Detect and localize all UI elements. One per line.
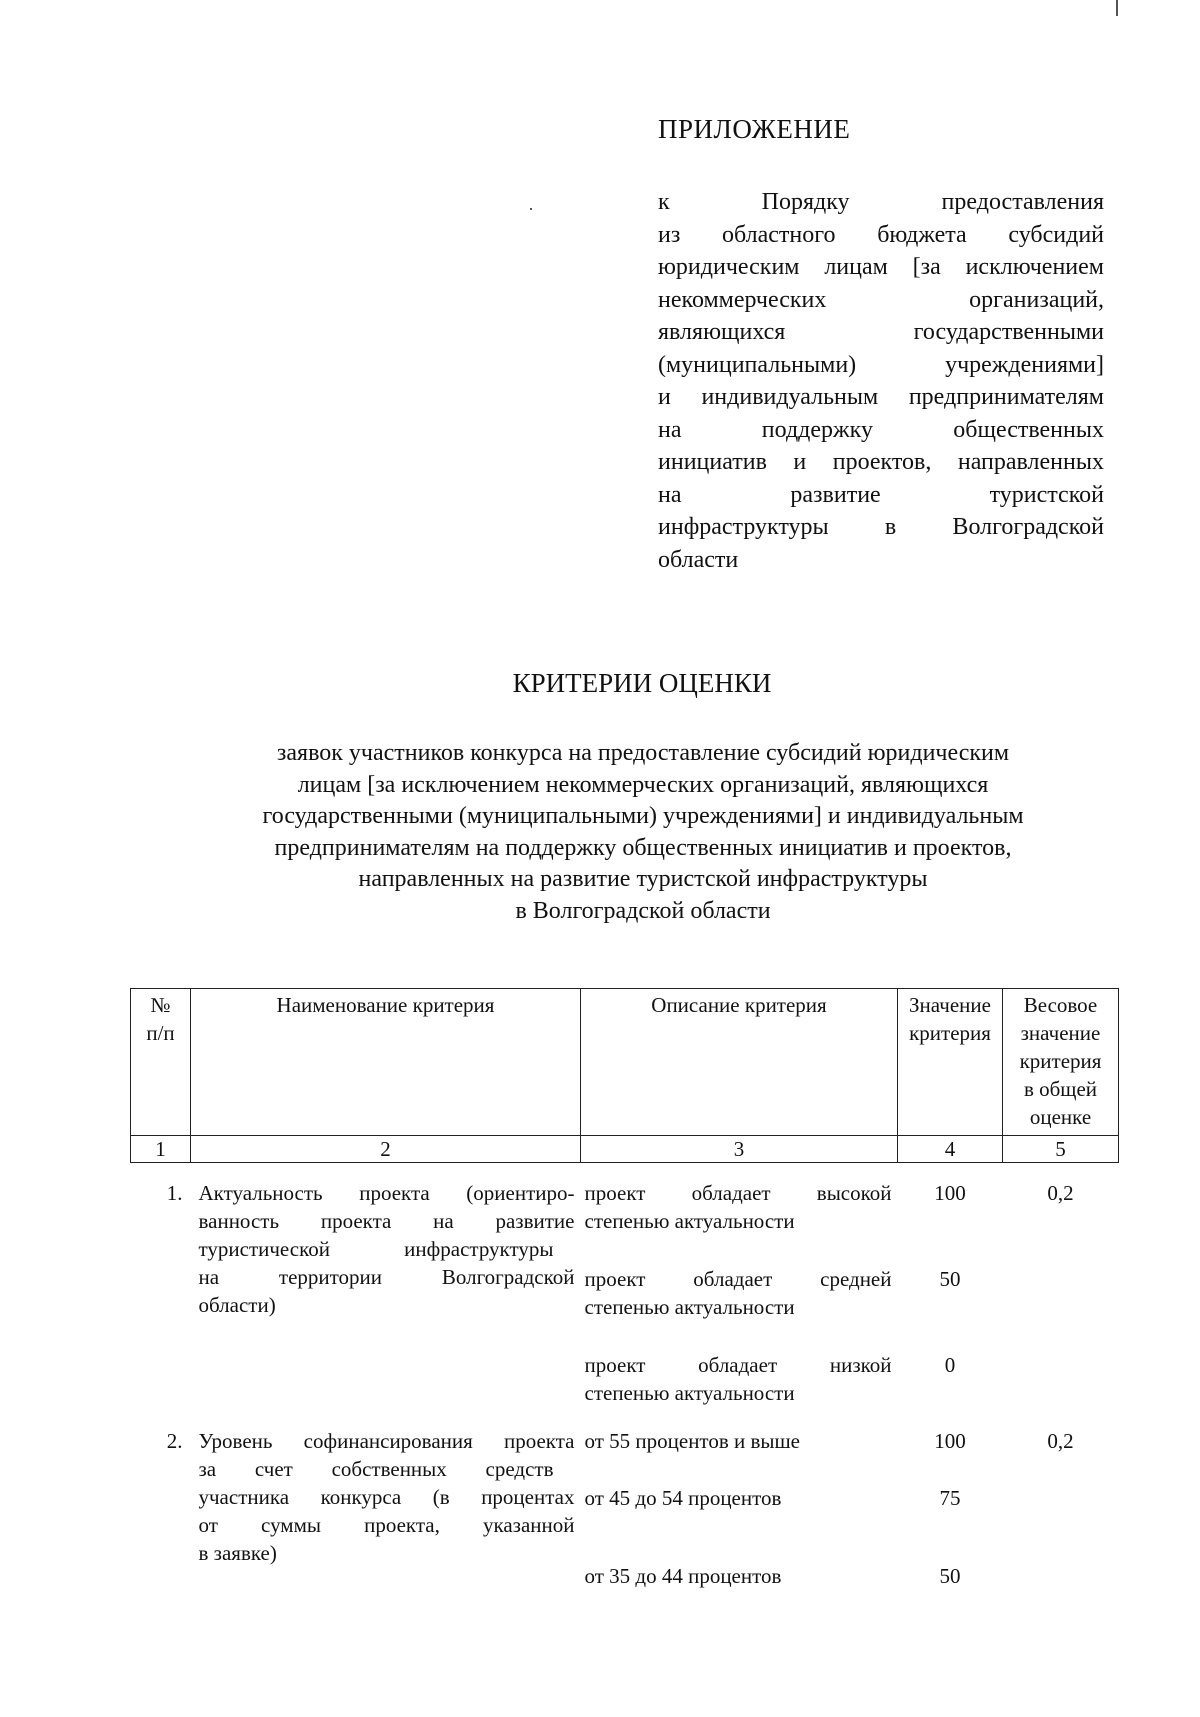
option-line: от 55 процентов и выше bbox=[584, 1429, 801, 1453]
header-weight bbox=[1003, 989, 1119, 1136]
criterion-option bbox=[585, 1562, 892, 1596]
criterion-name-line: Уровень софинансирования проекта bbox=[198, 1429, 575, 1453]
appendix-line: области bbox=[658, 546, 739, 573]
option-value: 100 bbox=[934, 1181, 966, 1205]
appendix-line: к Порядку предоставления bbox=[658, 189, 1104, 215]
option-line: степенью актуальности bbox=[584, 1295, 795, 1319]
header-num-line: п/п bbox=[146, 1021, 175, 1045]
option-line: проект обладает средней bbox=[584, 1267, 892, 1291]
appendix-line: из областного бюджета субсидий bbox=[658, 221, 1104, 248]
criterion-name-line: туристической инфраструктуры bbox=[198, 1237, 554, 1261]
appendix-title: ПРИЛОЖЕНИЕ bbox=[658, 114, 851, 144]
option-value: 50 bbox=[939, 1564, 961, 1588]
criterion-option bbox=[585, 1179, 892, 1265]
criteria-table bbox=[130, 988, 1119, 1596]
scan-dot bbox=[530, 208, 532, 210]
option-value: 0 bbox=[944, 1353, 956, 1377]
criterion-option bbox=[585, 1265, 892, 1351]
subtitle-line: предпринимателям на поддержку общественных инициатив и проектов, bbox=[274, 834, 1012, 861]
row-gap bbox=[131, 1163, 1119, 1174]
column-number-row bbox=[131, 1136, 1119, 1163]
appendix-line: и индивидуальным предпринимателям bbox=[658, 384, 1104, 410]
header-weight-line: критерия bbox=[1019, 1049, 1102, 1073]
criterion-values bbox=[898, 1421, 1003, 1596]
option-line: проект обладает низкой bbox=[584, 1353, 892, 1377]
criterion-name-line: за счет собственных средств bbox=[198, 1457, 554, 1481]
criterion-option bbox=[585, 1427, 892, 1484]
column-number: 3 bbox=[581, 1136, 898, 1163]
appendix-line: являющихся государственными bbox=[658, 319, 1104, 345]
criterion-option bbox=[585, 1484, 892, 1562]
criterion-name-line: на территории Волгоградской bbox=[198, 1265, 575, 1289]
header-value-line: Значение bbox=[909, 993, 991, 1017]
header-weight-line: значение bbox=[1020, 1021, 1101, 1045]
subtitle-line: в Волгоградской области bbox=[515, 897, 771, 924]
column-number: 2 bbox=[191, 1136, 581, 1163]
criterion-description bbox=[581, 1173, 898, 1421]
option-line: степенью актуальности bbox=[584, 1209, 795, 1233]
row-number: 1. bbox=[166, 1181, 183, 1205]
header-weight-line: оценке bbox=[1029, 1105, 1092, 1129]
appendix-line: юридическим лицам [за исключением bbox=[658, 254, 1104, 280]
appendix-line: на развитие туристской bbox=[658, 481, 1104, 508]
option-line: от 35 до 44 процентов bbox=[584, 1564, 782, 1588]
criterion-name-line: от суммы проекта, указанной bbox=[198, 1513, 575, 1537]
option-line: степенью актуальности bbox=[584, 1381, 795, 1405]
header-value-line: критерия bbox=[909, 1021, 991, 1045]
column-number: 5 bbox=[1003, 1136, 1119, 1163]
criterion-option bbox=[585, 1351, 892, 1421]
appendix-line: (муниципальными) учреждениями] bbox=[658, 351, 1104, 378]
criterion-values bbox=[898, 1173, 1003, 1421]
criterion-name-line: участника конкурса (в процентах bbox=[198, 1485, 575, 1509]
subtitle-line: направленных на развитие туристской инфраструктуры bbox=[358, 866, 928, 892]
table-row bbox=[131, 1421, 1119, 1596]
header-weight-line: Весовое bbox=[1023, 993, 1098, 1017]
option-value: 50 bbox=[939, 1267, 961, 1291]
option-value: 100 bbox=[934, 1429, 966, 1453]
appendix-line: инициатив и проектов, направленных bbox=[658, 449, 1104, 475]
subtitle-line: лицам [за исключением некоммерческих организаций, являющихся bbox=[297, 771, 989, 798]
header-value bbox=[898, 989, 1003, 1136]
criterion-name-line: в заявке) bbox=[198, 1541, 277, 1565]
criterion-weight: 0,2 bbox=[1047, 1181, 1074, 1205]
criterion-name-line: области) bbox=[198, 1293, 276, 1317]
appendix-line: некоммерческих организаций, bbox=[658, 286, 1104, 313]
appendix-line: на поддержку общественных bbox=[658, 416, 1104, 443]
option-line: от 45 до 54 процентов bbox=[584, 1486, 782, 1510]
subtitle-line: заявок участников конкурса на предоставление субсидий юридическим bbox=[276, 740, 1010, 766]
row-number: 2. bbox=[166, 1429, 183, 1453]
appendix-line: инфраструктуры в Волгоградской bbox=[658, 514, 1104, 540]
criterion-description bbox=[581, 1421, 898, 1596]
criterion-name bbox=[191, 1173, 581, 1421]
column-number: 1 bbox=[131, 1136, 191, 1163]
header-num bbox=[131, 989, 191, 1136]
header-name: Наименование критерия bbox=[191, 989, 581, 1136]
criterion-name-line: Актуальность проекта (ориентиро- bbox=[198, 1181, 575, 1205]
option-value: 75 bbox=[939, 1486, 961, 1510]
table-row bbox=[131, 1173, 1119, 1421]
option-line: проект обладает высокой bbox=[584, 1181, 892, 1205]
criterion-name-line: ванность проекта на развитие bbox=[198, 1209, 575, 1233]
column-number: 4 bbox=[898, 1136, 1003, 1163]
table-header-row bbox=[131, 989, 1119, 1136]
header-weight-line: в общей bbox=[1023, 1077, 1098, 1101]
criterion-weight: 0,2 bbox=[1047, 1429, 1074, 1453]
subtitle-line: государственными (муниципальными) учреждениями] и индивидуальным bbox=[262, 803, 1024, 829]
document-subtitle bbox=[150, 738, 1136, 927]
document-title: КРИТЕРИИ ОЦЕНКИ bbox=[512, 668, 772, 698]
header-description: Описание критерия bbox=[581, 989, 898, 1136]
header-num-line: № bbox=[150, 993, 171, 1017]
criterion-name bbox=[191, 1421, 581, 1596]
appendix-text bbox=[658, 186, 1104, 576]
scan-edge-line bbox=[1116, 0, 1118, 16]
